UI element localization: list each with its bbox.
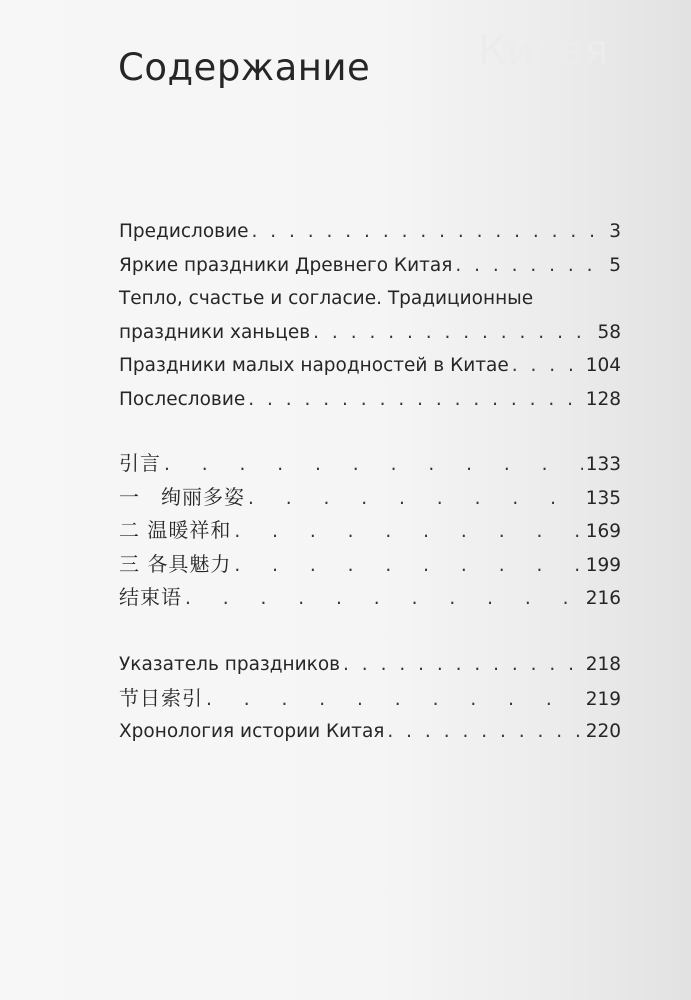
toc-section-chinese: [119, 447, 621, 615]
toc-entry-label: Предисловие: [119, 221, 249, 242]
page-title: Содержание: [118, 46, 371, 89]
toc-entry-holiday-index[interactable]: [119, 648, 621, 682]
toc-entry-page: 199: [585, 554, 621, 576]
toc-entry-han-holidays[interactable]: [119, 282, 621, 349]
dot-leader: [512, 349, 583, 383]
toc-entry-label: Тепло, счастье и согласие. Традиционные: [119, 288, 534, 309]
toc-entry-introduction-cn[interactable]: [119, 447, 621, 481]
toc-entry-page: 3: [609, 221, 621, 242]
toc-entry-label: Указатель праздников: [119, 654, 341, 675]
dot-leader: [313, 316, 594, 350]
dot-leader: [206, 683, 583, 717]
dot-leader: [234, 549, 582, 583]
toc-entry-chapter2-cn[interactable]: [119, 514, 621, 548]
toc-entry-ancient-holidays[interactable]: [119, 249, 621, 283]
toc-entry-label: 引言: [119, 451, 161, 475]
toc-entry-afterword[interactable]: [119, 383, 621, 417]
toc-entry-page: 5: [609, 254, 621, 276]
toc-entry-holiday-index-cn[interactable]: [119, 682, 621, 716]
toc-entry-label: 一 绚丽多姿: [119, 484, 245, 509]
toc-entry-page: 135: [585, 487, 621, 509]
toc-entry-chapter3-cn[interactable]: [119, 548, 621, 582]
dot-leader: [387, 715, 582, 749]
dot-leader: [248, 482, 583, 516]
toc-entry-label: Яркие праздники Древнего Китая: [119, 254, 453, 276]
toc-entry-chronology[interactable]: [119, 715, 621, 749]
toc-entry-page: 220: [585, 721, 621, 742]
dot-leader: [251, 215, 606, 249]
toc-entry-label: Праздники малых народностей в Китае: [119, 355, 509, 376]
toc-section-russian: [119, 215, 621, 416]
toc-section-appendices: [119, 648, 621, 749]
toc-entry-page: 218: [585, 654, 621, 675]
dot-leader: [234, 515, 582, 549]
dot-leader: [248, 383, 582, 417]
toc-entry-page: 216: [585, 588, 621, 609]
dot-leader: [164, 448, 583, 482]
toc-entry-page: 128: [585, 388, 621, 410]
toc-entry-label: 三 各具魅力: [119, 551, 232, 576]
toc-entry-label: 二 温暖祥和: [119, 518, 232, 542]
bleed-through-text: Китая: [478, 28, 610, 74]
toc-entry-label: 结束语: [119, 585, 182, 609]
toc-entry-preface[interactable]: [119, 215, 621, 249]
toc-entry-label: Хронология истории Китая: [119, 721, 385, 742]
toc-entry-page: 104: [585, 355, 621, 376]
toc-entry-page: 58: [597, 321, 621, 343]
toc-entry-page: 219: [585, 688, 621, 710]
toc-entry-conclusion-cn[interactable]: [119, 581, 621, 615]
toc-entry-chapter1-cn[interactable]: [119, 481, 621, 515]
toc-entry-page: 133: [585, 454, 621, 475]
toc-entry-page: 169: [585, 521, 621, 542]
dot-leader: [343, 648, 583, 682]
toc-entry-label: 节日索引: [119, 685, 203, 710]
dot-leader: [185, 582, 583, 616]
toc-entry-label-cont: праздники ханьцев: [119, 321, 311, 343]
toc-entry-minority-holidays[interactable]: [119, 349, 621, 383]
dot-leader: [455, 249, 606, 283]
toc-entry-label: Послесловие: [119, 388, 246, 410]
